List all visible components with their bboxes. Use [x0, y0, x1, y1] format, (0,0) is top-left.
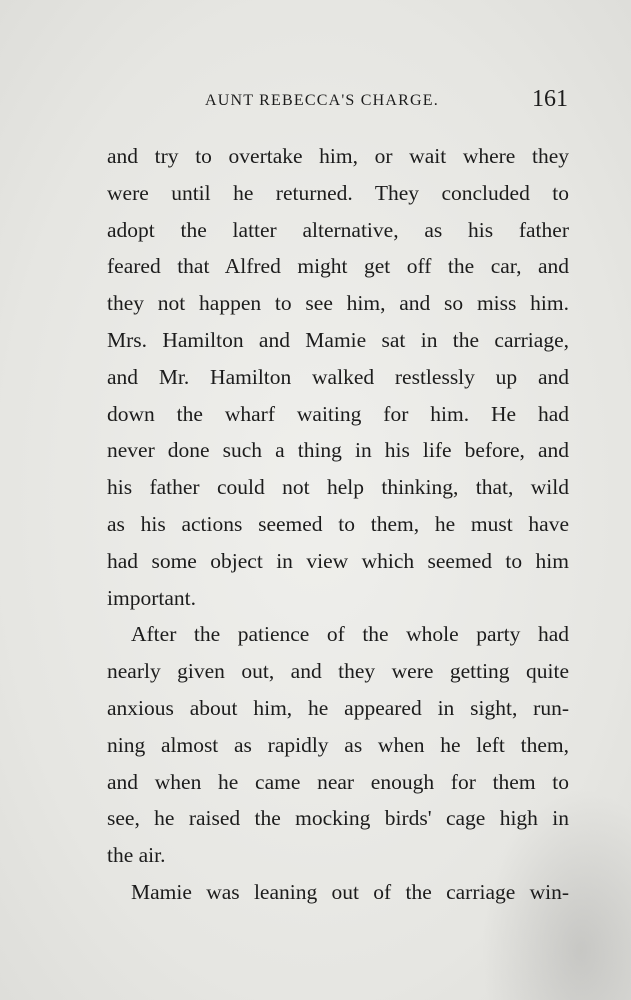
text-line: After the patience of the whole party had — [131, 622, 569, 647]
text-line: as his actions seemed to them, he must have — [107, 511, 569, 536]
text-line: his father could not help thinking, that, wild — [107, 475, 569, 500]
text-line: down the wharf waiting for him. He had — [107, 401, 569, 426]
running-head: AUNT REBECCA'S CHARGE. — [205, 92, 439, 109]
text-line: ning almost as rapidly as when he left them, — [107, 732, 569, 757]
text-line: Mrs. Hamilton and Mamie sat in the carriage, — [107, 327, 569, 352]
page-number: 161 — [532, 86, 568, 112]
body-text — [107, 138, 569, 911]
text-line: anxious about him, he appeared in sight, run- — [107, 695, 569, 720]
text-line: and try to overtake him, or wait where they — [107, 144, 569, 168]
text-line: and when he came near enough for them to — [107, 769, 569, 794]
text-line: the air. — [107, 843, 166, 868]
text-line: feared that Alfred might get off the car, and — [107, 254, 569, 279]
text-line: nearly given out, and they were getting quite — [107, 659, 569, 684]
page-header — [0, 86, 631, 118]
text-line: adopt the latter alternative, as his father — [107, 217, 569, 242]
text-line: were until he returned. They concluded to — [107, 180, 569, 205]
text-line: and Mr. Hamilton walked restlessly up and — [107, 364, 569, 389]
text-line: had some object in view which seemed to him — [107, 548, 569, 573]
text-line: they not happen to see him, and so miss him. — [107, 291, 569, 316]
text-line: Mamie was leaning out of the carriage win- — [131, 879, 569, 904]
text-line: important. — [107, 585, 196, 610]
text-line: see, he raised the mocking birds' cage high in — [107, 806, 569, 831]
text-line: never done such a thing in his life before, and — [107, 438, 569, 463]
